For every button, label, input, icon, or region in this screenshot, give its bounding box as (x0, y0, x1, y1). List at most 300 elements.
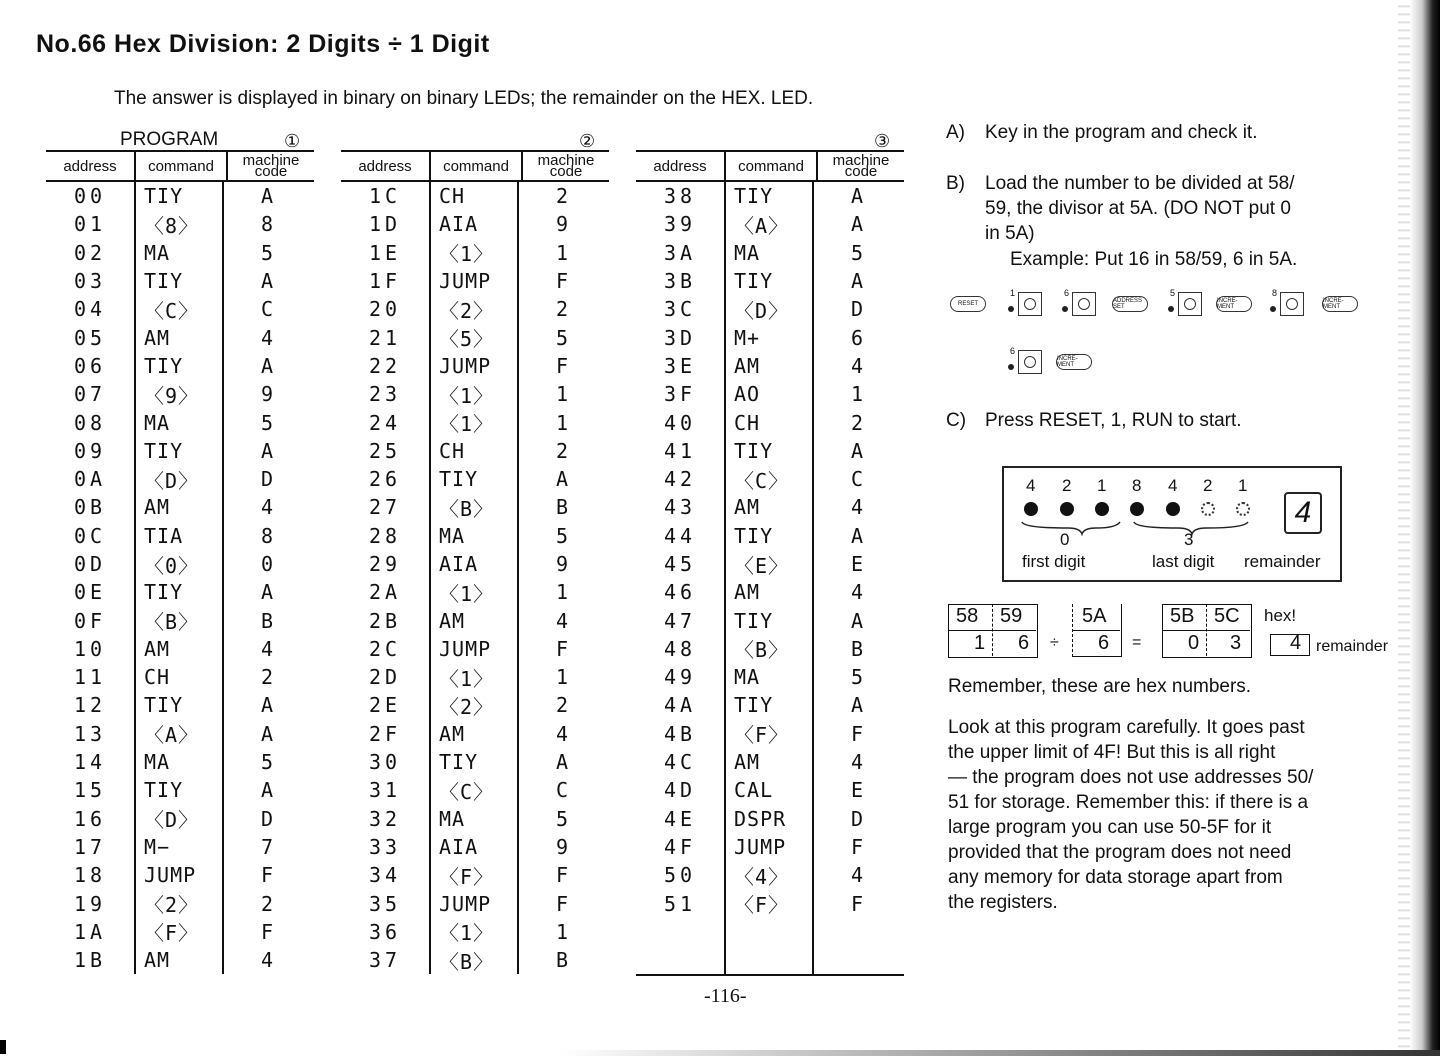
table-row (636, 578, 904, 606)
row-command: 〈1〉 (429, 918, 519, 946)
scan-mark (0, 1040, 6, 1054)
first-digit-label: first digit (1022, 552, 1086, 571)
row-command: DSPR (724, 805, 814, 833)
table-number: ② (579, 131, 596, 151)
row-machine-code: D (260, 467, 274, 492)
table-row (46, 437, 314, 465)
table-row (46, 691, 314, 719)
row-address: 39 (663, 212, 697, 237)
row-command: 〈8〉 (134, 210, 224, 238)
page-title: No.66 Hex Division: 2 Digits ÷ 1 Digit (36, 30, 490, 58)
led-display-panel (1002, 466, 1342, 582)
row-address: 3E (663, 353, 697, 378)
row-machine-code: B (555, 948, 569, 973)
row-machine-code: A (850, 184, 864, 209)
table-row (636, 239, 904, 267)
table-row (636, 776, 904, 804)
row-machine-code: 1 (555, 919, 569, 944)
row-address: 17 (73, 834, 107, 859)
row-address: 50 (663, 863, 697, 888)
key-5-icon (1178, 292, 1202, 316)
filler-cell (814, 918, 900, 975)
row-command: 〈B〉 (429, 493, 519, 521)
header-command: command (134, 152, 228, 180)
row-command: TIY (724, 267, 814, 295)
table-rows (636, 182, 904, 976)
row-machine-code: 5 (260, 410, 274, 435)
equals-sign: = (1132, 634, 1142, 651)
table-number: ① (284, 131, 301, 151)
key-8-icon (1280, 292, 1304, 316)
led-weight: 8 (1132, 476, 1142, 495)
row-machine-code: 2 (555, 438, 569, 463)
table-row (636, 522, 904, 550)
table-row (341, 833, 609, 861)
row-machine-code: F (555, 353, 569, 378)
row-address: 24 (368, 410, 402, 435)
row-machine-code: B (555, 495, 569, 520)
row-command: CH (429, 437, 519, 465)
row-address: 31 (368, 778, 402, 803)
row-command: 〈9〉 (134, 380, 224, 408)
program-label: PROGRAM (120, 129, 219, 150)
row-command: MA (134, 408, 224, 436)
explanation-paragraph (948, 715, 1373, 915)
row-machine-code: 8 (260, 212, 274, 237)
row-command: TIY (134, 691, 224, 719)
paragraph-line: provided that the program does not need (948, 842, 1292, 863)
led-off-icon (1201, 502, 1215, 516)
table-row (46, 776, 314, 804)
row-machine-code: A (850, 269, 864, 294)
led-on-icon (1095, 502, 1109, 516)
row-machine-code: A (850, 523, 864, 548)
table-row (46, 889, 314, 917)
row-command: 〈2〉 (134, 889, 224, 917)
row-command: MA (724, 239, 814, 267)
row-machine-code: D (260, 806, 274, 831)
row-address: 4E (663, 806, 697, 831)
row-address: 2B (368, 608, 402, 633)
paragraph-line: the upper limit of 4F! But this is all right (948, 742, 1276, 763)
step-c-label: C) (946, 410, 967, 431)
row-machine-code: F (555, 269, 569, 294)
row-command: AM (429, 720, 519, 748)
table-row (341, 239, 609, 267)
row-machine-code: A (555, 467, 569, 492)
table-row (341, 267, 609, 295)
table-row (636, 267, 904, 295)
table-row (46, 720, 314, 748)
row-command: 〈0〉 (134, 550, 224, 578)
row-machine-code: C (555, 778, 569, 803)
table-row (46, 522, 314, 550)
led-weight: 2 (1062, 476, 1072, 495)
row-machine-code: D (850, 806, 864, 831)
program-table-2 (341, 131, 609, 976)
row-address: 1F (368, 269, 402, 294)
table-row (341, 691, 609, 719)
row-address: 06 (73, 353, 107, 378)
step-b-line1: Load the number to be divided at 58/ (985, 173, 1295, 194)
row-address: 42 (663, 467, 697, 492)
table-row (46, 493, 314, 521)
row-machine-code: F (260, 919, 274, 944)
row-command: CH (429, 182, 519, 210)
remainder-value: 4 (1290, 632, 1302, 654)
key-dot-icon (1270, 306, 1276, 312)
row-address: 35 (368, 891, 402, 916)
row-command: AM (134, 946, 224, 974)
row-address: 48 (663, 636, 697, 661)
addr-5a: 5A (1082, 605, 1107, 627)
row-machine-code: 5 (850, 240, 864, 265)
row-address: 16 (73, 806, 107, 831)
table-header (341, 150, 609, 182)
row-command: 〈1〉 (429, 663, 519, 691)
table-header (636, 150, 904, 182)
row-command: CAL (724, 776, 814, 804)
paragraph-line: the registers. (948, 892, 1058, 913)
row-machine-code: 0 (260, 552, 274, 576)
value-1: 1 (974, 632, 986, 654)
key-6-icon (1018, 350, 1042, 374)
table-row (636, 437, 904, 465)
row-machine-code: 5 (260, 240, 274, 265)
row-address: 33 (368, 834, 402, 859)
row-address: 3F (663, 382, 697, 407)
table-row (341, 380, 609, 408)
divide-sign: ÷ (1050, 634, 1059, 651)
step-b-label: B) (946, 173, 965, 194)
row-address: 3D (663, 325, 697, 350)
row-address: 4D (663, 778, 697, 803)
address-set-key-icon: ADDRESS SET (1112, 296, 1148, 312)
row-machine-code: A (850, 693, 864, 718)
row-machine-code: 8 (260, 523, 274, 548)
row-command: MA (134, 748, 224, 776)
paragraph-line: Look at this program carefully. It goes past (948, 717, 1305, 738)
addr-59: 59 (1000, 605, 1023, 627)
row-address: 37 (368, 948, 402, 973)
row-machine-code: 6 (850, 325, 864, 350)
row-command: MA (429, 805, 519, 833)
row-machine-code: A (260, 353, 274, 378)
row-machine-code: 9 (555, 212, 569, 237)
row-command: 〈A〉 (134, 720, 224, 748)
step-b-example: Example: Put 16 in 58/59, 6 in 5A. (1010, 249, 1298, 270)
table-row (46, 239, 314, 267)
row-command: JUMP (724, 833, 814, 861)
led-on-icon (1166, 502, 1180, 516)
row-address: 3C (663, 297, 697, 322)
key-dot-icon (1062, 306, 1068, 312)
row-address: 1D (368, 212, 402, 237)
table-row (46, 408, 314, 436)
table-row (46, 748, 314, 776)
row-machine-code: E (850, 552, 864, 576)
table-row (46, 550, 314, 578)
row-command: AM (724, 578, 814, 606)
row-command: 〈5〉 (429, 323, 519, 351)
table-row (46, 465, 314, 493)
row-address: 20 (368, 297, 402, 322)
remember-note: Remember, these are hex numbers. (948, 676, 1252, 697)
row-machine-code: 2 (555, 297, 569, 322)
table-row (341, 323, 609, 351)
row-address: 0A (73, 467, 107, 492)
row-address: 2A (368, 580, 402, 605)
row-machine-code: 4 (850, 580, 864, 605)
row-command: AIA (429, 210, 519, 238)
row-command: 〈1〉 (429, 239, 519, 267)
table-row (636, 748, 904, 776)
table-row (341, 210, 609, 238)
remainder-text: remainder (1316, 638, 1389, 655)
row-command: AM (724, 352, 814, 380)
table-row (341, 946, 609, 974)
row-machine-code: 5 (555, 806, 569, 831)
row-command: 〈B〉 (429, 946, 519, 974)
row-address: 4A (663, 693, 697, 718)
row-machine-code: 2 (260, 891, 274, 916)
key-6-icon (1072, 292, 1096, 316)
row-machine-code: A (260, 580, 274, 605)
row-machine-code: 5 (555, 325, 569, 350)
row-machine-code: F (555, 863, 569, 888)
row-command: 〈D〉 (134, 805, 224, 833)
row-command: AM (429, 606, 519, 634)
row-address: 08 (73, 410, 107, 435)
row-address: 23 (368, 382, 402, 407)
table-row (636, 805, 904, 833)
row-machine-code: F (260, 863, 274, 888)
increment-key-icon: INCRE-MENT (1056, 354, 1092, 370)
row-machine-code: 2 (260, 665, 274, 690)
row-address: 41 (663, 438, 697, 463)
row-machine-code: C (850, 467, 864, 492)
last-digit-value: 3 (1184, 530, 1194, 549)
row-machine-code: 5 (260, 750, 274, 775)
row-command: 〈1〉 (429, 408, 519, 436)
table-row (636, 323, 904, 351)
table-row (636, 408, 904, 436)
row-machine-code: 4 (850, 750, 864, 775)
row-address: 45 (663, 552, 697, 576)
row-command: 〈E〉 (724, 550, 814, 578)
row-machine-code: 1 (555, 240, 569, 265)
table-row (341, 408, 609, 436)
row-address: 1E (368, 240, 402, 265)
addr-5b: 5B (1170, 605, 1195, 627)
row-command: 〈F〉 (724, 889, 814, 917)
row-machine-code: 9 (555, 552, 569, 576)
increment-key-icon: INCRE-MENT (1216, 296, 1252, 312)
table-row (636, 606, 904, 634)
row-command: 〈2〉 (429, 295, 519, 323)
key-6-label: 6 (1010, 346, 1016, 356)
row-address: 1A (73, 919, 107, 944)
row-address: 3B (663, 269, 697, 294)
row-machine-code: B (260, 608, 274, 633)
row-address: 02 (73, 240, 107, 265)
table-row (636, 550, 904, 578)
key-sequence (950, 290, 1370, 380)
row-command: 〈4〉 (724, 861, 814, 889)
table-row (636, 889, 904, 917)
row-machine-code: 2 (850, 410, 864, 435)
led-off-icon (1236, 502, 1250, 516)
divider-line (992, 604, 993, 656)
hex-note: hex! (1264, 606, 1297, 625)
row-machine-code: 7 (260, 834, 274, 859)
row-command: TIA (134, 522, 224, 550)
row-address: 2C (368, 636, 402, 661)
row-address: 0B (73, 495, 107, 520)
row-address: 30 (368, 750, 402, 775)
addr-5c: 5C (1214, 605, 1240, 627)
key-5-label: 5 (1170, 288, 1176, 298)
led-weight: 4 (1026, 476, 1036, 495)
row-command: M− (134, 833, 224, 861)
table-number: ③ (874, 131, 891, 151)
led-weight: 2 (1203, 476, 1213, 495)
key-dot-icon (1008, 364, 1014, 370)
row-command: MA (429, 522, 519, 550)
page-number: -116- (704, 985, 747, 1007)
table-row (46, 267, 314, 295)
last-digit-label: last digit (1152, 552, 1215, 571)
row-machine-code: A (850, 212, 864, 237)
row-machine-code: 4 (850, 353, 864, 378)
filler-cell (724, 918, 814, 975)
header-command: command (724, 152, 818, 180)
row-address: 18 (73, 863, 107, 888)
row-machine-code: A (260, 721, 274, 746)
row-command: JUMP (429, 352, 519, 380)
table-row (46, 918, 314, 946)
row-command: 〈1〉 (429, 380, 519, 408)
row-address: 21 (368, 325, 402, 350)
table-row (341, 295, 609, 323)
row-address: 34 (368, 863, 402, 888)
row-machine-code: F (555, 636, 569, 661)
row-command: AM (724, 748, 814, 776)
paragraph-line: — the program does not use addresses 50/ (948, 767, 1314, 788)
row-machine-code: 9 (260, 382, 274, 407)
row-machine-code: A (260, 269, 274, 294)
row-machine-code: 1 (555, 410, 569, 435)
row-command: 〈B〉 (134, 606, 224, 634)
row-address: 28 (368, 523, 402, 548)
row-address: 27 (368, 495, 402, 520)
row-command: TIY (134, 437, 224, 465)
row-machine-code: 9 (555, 834, 569, 859)
program-table-1 (46, 129, 314, 976)
row-command: AIA (429, 833, 519, 861)
table-row (46, 295, 314, 323)
row-address: 15 (73, 778, 107, 803)
row-command: 〈D〉 (134, 465, 224, 493)
divider-line (1072, 630, 1120, 631)
row-machine-code: 4 (850, 495, 864, 520)
row-machine-code: A (260, 693, 274, 718)
table-row (46, 182, 314, 210)
row-command: TIY (724, 522, 814, 550)
row-command: JUMP (134, 861, 224, 889)
row-address: 09 (73, 438, 107, 463)
row-machine-code: F (850, 721, 864, 746)
quotient-low: 3 (1230, 632, 1242, 654)
step-c-text: Press RESET, 1, RUN to start. (985, 410, 1242, 431)
row-address: 22 (368, 353, 402, 378)
row-machine-code: B (850, 636, 864, 661)
row-command: TIY (134, 578, 224, 606)
led-on-icon (1024, 502, 1038, 516)
row-address: 11 (73, 665, 107, 690)
row-address: 29 (368, 552, 402, 576)
row-address: 51 (663, 891, 697, 916)
led-weight: 1 (1097, 476, 1107, 495)
row-command: 〈C〉 (429, 776, 519, 804)
header-address: address (63, 157, 117, 175)
row-machine-code: F (850, 834, 864, 859)
row-command: JUMP (429, 267, 519, 295)
row-machine-code: 4 (555, 608, 569, 633)
row-machine-code: 1 (555, 580, 569, 605)
row-address: 44 (663, 523, 697, 548)
row-command: AIA (429, 550, 519, 578)
header-machine-code: machine code (242, 152, 300, 180)
reset-key-icon: RESET (950, 296, 986, 312)
row-command: 〈A〉 (724, 210, 814, 238)
row-address: 4C (663, 750, 697, 775)
row-address: 2F (368, 721, 402, 746)
row-machine-code: 5 (555, 523, 569, 548)
table-row (341, 720, 609, 748)
table-row (636, 720, 904, 748)
row-machine-code: 1 (555, 665, 569, 690)
table-filler (636, 918, 904, 975)
row-command: JUMP (429, 635, 519, 663)
row-address: 1C (368, 184, 402, 209)
led-on-icon (1060, 502, 1074, 516)
row-address: 19 (73, 891, 107, 916)
table-row (341, 437, 609, 465)
table-header (46, 150, 314, 182)
page-edge-shadow (1410, 0, 1440, 1056)
row-address: 1B (73, 948, 107, 973)
table-row (341, 805, 609, 833)
first-digit-value: 0 (1060, 530, 1070, 549)
row-machine-code: C (260, 297, 274, 322)
table-row (636, 182, 904, 210)
quotient-high: 0 (1188, 632, 1200, 654)
row-command: CH (724, 408, 814, 436)
row-command: 〈F〉 (724, 720, 814, 748)
table-rows (46, 182, 314, 976)
row-machine-code: 2 (555, 184, 569, 209)
row-command: MA (724, 663, 814, 691)
header-machine-code: machine code (832, 152, 890, 180)
row-address: 49 (663, 665, 697, 690)
row-address: 04 (73, 297, 107, 322)
row-address: 25 (368, 438, 402, 463)
row-address: 43 (663, 495, 697, 520)
header-address: address (653, 157, 707, 175)
table-row (341, 493, 609, 521)
table-row (46, 946, 314, 974)
